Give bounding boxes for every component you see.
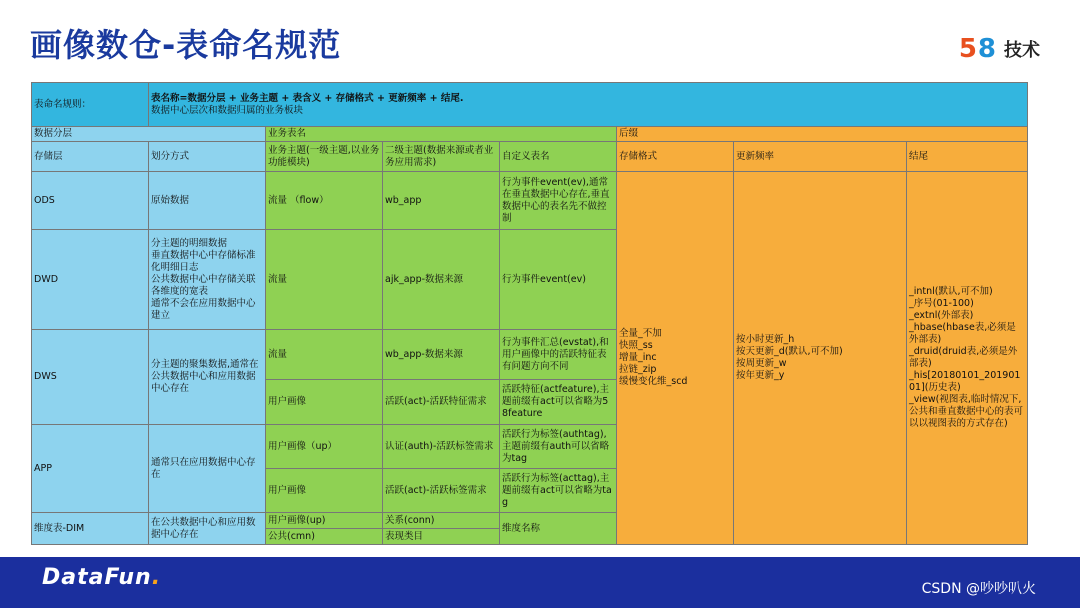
row-dwd-topic1: 流量 [266,230,383,330]
row-app-1-topic1: 用户画像（up） [266,425,383,469]
row-app-1-topic2: 认证(auth)-活跃标签需求 [383,425,500,469]
col-header-format: 存储格式 [617,142,734,172]
row-dim-layer: 维度表-DIM [32,513,149,545]
row-ods-custom: 行为事件event(ev),通常在垂直数据中心存在,垂直数据中心的表名先不做控制 [500,172,617,230]
end-values: _intnl(默认,可不加) _序号(01-100) _extnl(外部表) _hbase(hbase表,必须是外部表) _druid(druid表,必须是外部表) _his[20180101_20190101](历史表) _view(视图表,临时情况下,公共和垂直数据中心的表可以以视图表的方式存在) [907,172,1028,545]
row-dwd-layer: DWD [32,230,149,330]
format-values: 全量_不加 快照_ss 增量_inc 拉链_zip 缓慢变化维_scd [617,172,734,545]
row-dws-division: 分主题的聚集数据,通常在公共数据中心和应用数据中心存在 [149,330,266,425]
group-header-layer: 数据分层 [32,127,266,142]
row-dim-custom: 维度名称 [500,513,617,545]
group-header-name: 业务表名 [266,127,617,142]
row-dim-division: 在公共数据中心和应用数据中心存在 [149,513,266,545]
col-header-topic2: 二级主题(数据来源或者业务应用需求) [383,142,500,172]
rule-text [149,83,1028,127]
row-dim-2-topic2: 表现类目 [383,529,500,545]
row-dws-2-topic1: 用户画像 [266,380,383,425]
row-dwd-division: 分主题的明细数据 垂直数据中心中存储标准化明细日志 公共数据中心中存储关联各维度的宽表 通常不会在应用数据中心建立 [149,230,266,330]
row-ods-division: 原始数据 [149,172,266,230]
group-header-suffix: 后缀 [617,127,1028,142]
row-dws-layer: DWS [32,330,149,425]
row-dwd-topic2: ajk_app-数据来源 [383,230,500,330]
col-header-custom: 自定义表名 [500,142,617,172]
row-dim-1-topic1: 用户画像(up) [266,513,383,529]
row-dws-1-custom: 行为事件汇总(evstat),和用户画像中的活跃特征表有问题方向不同 [500,330,617,380]
datafun-logo-dot: . [151,565,162,590]
slide-title: 画像数仓-表命名规范 [30,26,342,64]
row-app-2-custom: 活跃行为标签(acttag),主题前缀有act可以省略为tag [500,469,617,513]
datafun-logo [42,565,161,590]
row-ods-topic1: 流量 （flow） [266,172,383,230]
col-header-end: 结尾 [907,142,1028,172]
row-dim-2-topic1: 公共(cmn) [266,529,383,545]
freq-values: 按小时更新_h 按天更新_d(默认,可不加) 按周更新_w 按年更新_y [734,172,907,545]
rule-label: 表命名规则： [32,83,149,127]
brand-logo [959,34,1040,64]
row-app-2-topic2: 活跃(act)-活跃标签需求 [383,469,500,513]
col-header-freq: 更新频率 [734,142,907,172]
row-app-layer: APP [32,425,149,513]
row-dim-1-topic2: 关系(conn) [383,513,500,529]
row-app-2-topic1: 用户画像 [266,469,383,513]
col-header-topic1: 业务主题(一级主题,以业务功能模块) [266,142,383,172]
row-app-division: 通常只在应用数据中心存在 [149,425,266,513]
naming-rules-table [31,82,1028,545]
row-dws-1-topic2: wb_app-数据来源 [383,330,500,380]
datafun-logo-text: DataFun [42,565,152,590]
row-dws-2-topic2: 活跃(act)-活跃特征需求 [383,380,500,425]
footer-bar [0,557,1080,608]
logo-digit-8: 8 [977,34,996,64]
row-app-1-custom: 活跃行为标签(authtag),主题前缀有auth可以省略为tag [500,425,617,469]
rule-line-1: 表名称=数据分层 + 业务主题 + 表含义 + 存储格式 + 更新频率 + 结尾. [151,92,464,104]
row-ods-topic2: wb_app [383,172,500,230]
col-header-storage-layer: 存储层 [32,142,149,172]
row-dwd-custom: 行为事件event(ev) [500,230,617,330]
row-ods-layer: ODS [32,172,149,230]
watermark-text: CSDN @吵吵叭火 [921,581,1036,597]
row-dws-1-topic1: 流量 [266,330,383,380]
col-header-division: 划分方式 [149,142,266,172]
logo-text: 技术 [1004,40,1040,61]
rule-line-2: 数据中心层次和数据归属的业务板块 [151,104,304,116]
logo-digit-5: 5 [958,34,977,64]
row-dws-2-custom: 活跃特征(actfeature),主题前缀有act可以省略为58feature [500,380,617,425]
